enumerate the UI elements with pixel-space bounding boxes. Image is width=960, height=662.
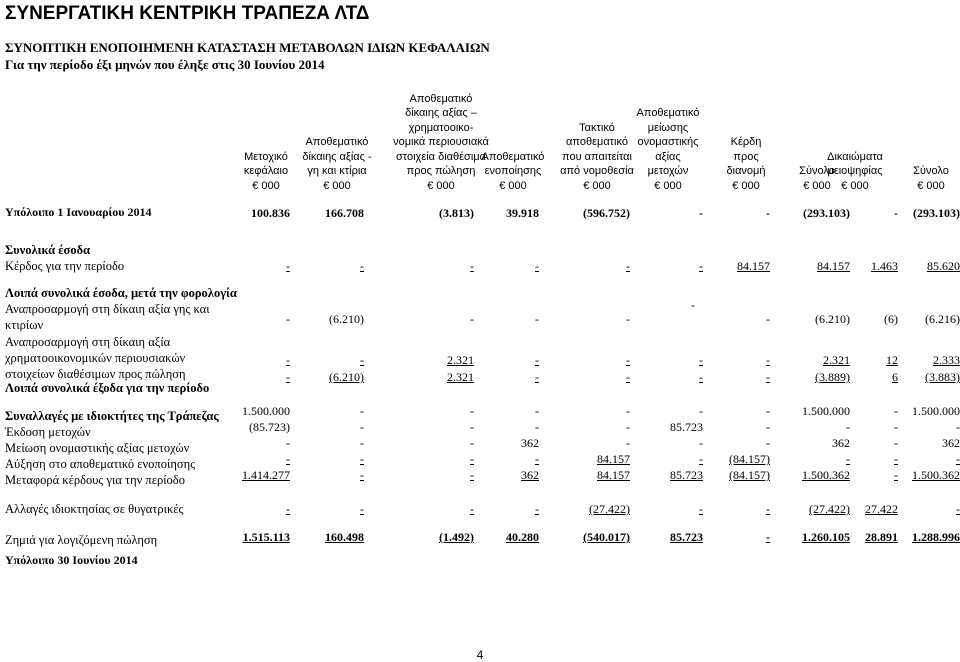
cell-closing-col3: (1.492) <box>439 530 474 544</box>
cell-oci-total-col6: - <box>699 370 703 384</box>
cell-owners-total-col1: 1.414.277 <box>242 468 290 482</box>
cell-reval-land-col3: - <box>470 312 474 326</box>
cell-closing-col2: 160.498 <box>325 530 364 544</box>
cell-closing-col5: (540.017) <box>583 530 630 544</box>
column-header-8: Σύνολο € 000 <box>799 165 835 192</box>
cell-profit-col9: 1.463 <box>871 259 898 273</box>
cell-opening-col9: - <box>894 206 898 220</box>
cell-reduction-col5: - <box>626 420 630 434</box>
column-header-6: Αποθεματικό μείωσης ονομαστικής αξίας μετοχών € 000 <box>636 107 700 192</box>
cell-dividend-col8: (27.422) <box>809 502 850 516</box>
cell-issue-col6: - <box>699 404 703 418</box>
label-opening-balance: Υπόλοιπο 1 Ιανουαρίου 2014 <box>5 205 152 219</box>
label-comprehensive-income: Συνολικά έσοδα <box>5 243 91 257</box>
cell-dividend-col10: - <box>956 502 960 516</box>
cell-issue-col9: - <box>894 404 898 418</box>
cell-issue-col4: - <box>535 404 539 418</box>
label-dividend: Ζημιά για λογιζόμενη πώληση <box>5 533 158 547</box>
cell-increase-col6: - <box>699 436 703 450</box>
cell-increase-col1: - <box>286 436 290 450</box>
cell-opening-col3: (3.813) <box>439 206 474 220</box>
cell-reduction-col1: (85.723) <box>249 420 290 434</box>
cell-oci-total-col5: - <box>626 370 630 384</box>
cell-reduction-col7: - <box>766 420 770 434</box>
cell-profit-col1: - <box>286 259 290 273</box>
label-increase: Αύξηση στο αποθεματικό ενοποίησης <box>5 457 196 471</box>
cell-issue-col2: - <box>360 404 364 418</box>
cell-profit-col2: - <box>360 259 364 273</box>
cell-reduction-col2: - <box>360 420 364 434</box>
cell-reval-land-col8: (6.210) <box>815 312 850 326</box>
label-oci: Λοιπά συνολικά έσοδα, μετά την φορολογία <box>5 286 237 300</box>
cell-opening-col7: - <box>766 206 770 220</box>
cell-oci-total-col8: (3.889) <box>815 370 850 384</box>
cell-reval-fa-col3: 2.321 <box>447 353 474 367</box>
cell-opening-col10: (293.103) <box>913 206 960 220</box>
report-subtitle: ΣΥΝΟΠΤΙΚΗ ΕΝΟΠΟΙΗΜΕΝΗ ΚΑΤΑΣΤΑΣΗ ΜΕΤΑΒΟΛΩΝ ΙΔΙΩΝ ΚΕΦΑΛΑΙΩΝ <box>5 40 490 55</box>
label-oci-total: Λοιπά συνολικά έξοδα για την περίοδο <box>5 381 210 395</box>
cell-reval-land-col5: - <box>626 312 630 326</box>
cell-owners-total-col7: (84.157) <box>729 468 770 482</box>
cell-closing-col6: 85.723 <box>670 530 703 544</box>
reval-land-dash: - <box>691 298 695 312</box>
cell-oci-total-col1: - <box>286 370 290 384</box>
label-reval-fa-3: στοιχείων διαθέσιμων προς πώληση <box>5 367 186 381</box>
cell-issue-col1: 1.500.000 <box>242 404 290 418</box>
cell-dividend-col5: (27.422) <box>589 502 630 516</box>
cell-owners-total-col2: - <box>360 468 364 482</box>
cell-reval-land-col7: - <box>766 312 770 326</box>
cell-opening-col2: 166.708 <box>325 206 364 220</box>
column-header-3: Αποθεματικό δίκαιης αξίας – χρηματοοικο- νομικά περιουσιακά στοιχεία διαθέσιμα προς πώληση € 000 <box>393 92 489 192</box>
cell-reduction-col6: 85.723 <box>670 420 703 434</box>
cell-profit-col4: - <box>535 259 539 273</box>
cell-profit-col3: - <box>470 259 474 273</box>
cell-dividend-col1: - <box>286 502 290 516</box>
label-reduction: Μείωση ονομαστικής αξίας μετοχών <box>5 441 190 455</box>
cell-reval-fa-col2: - <box>360 353 364 367</box>
column-header-4: Αποθεματικό ενοποίησης € 000 <box>481 150 545 192</box>
column-header-1: Μετοχικό κεφάλαιο € 000 <box>243 150 289 192</box>
cell-reval-fa-col6: - <box>699 353 703 367</box>
cell-owners-total-col5: 84.157 <box>597 468 630 482</box>
cell-reduction-col9: - <box>894 420 898 434</box>
cell-increase-col9: - <box>894 436 898 450</box>
cell-owners-total-col10: 1.500.362 <box>912 468 960 482</box>
cell-increase-col3: - <box>470 436 474 450</box>
column-header-2: Αποθεματικό δίκαιης αξίας - γη και κτίρια € 000 <box>302 136 372 192</box>
cell-oci-total-col7: - <box>766 370 770 384</box>
cell-issue-col5: - <box>626 404 630 418</box>
label-changes: Αλλαγές ιδιοκτησίας σε θυγατρικές <box>5 502 184 516</box>
cell-profit-col7: 84.157 <box>737 259 770 273</box>
report-period: Για την περίοδο έξι μηνών που έληξε στις 30 Ιουνίου 2014 <box>5 57 325 72</box>
column-header-9: Δικαιώματα μειοψηφίας € 000 <box>827 150 883 192</box>
label-reval-fa-1: Αναπροσαρμογή στη δίκαιη αξία <box>5 335 171 349</box>
cell-reval-fa-col5: - <box>626 353 630 367</box>
cell-owners-total-col9: - <box>894 468 898 482</box>
cell-transfer-col7: (84.157) <box>729 452 770 466</box>
cell-opening-col4: 39.918 <box>506 206 539 220</box>
cell-dividend-col2: - <box>360 502 364 516</box>
cell-reval-land-col10: (6.216) <box>925 312 960 326</box>
column-header-10: Σύνολο € 000 <box>913 165 949 192</box>
cell-closing-col7: - <box>766 530 770 544</box>
cell-profit-col5: - <box>626 259 630 273</box>
cell-issue-col10: 1.500.000 <box>912 404 960 418</box>
cell-reval-fa-col9: 12 <box>886 353 898 367</box>
cell-transfer-col9: - <box>894 452 898 466</box>
cell-dividend-col4: - <box>535 502 539 516</box>
cell-dividend-col6: - <box>699 502 703 516</box>
cell-reduction-col8: - <box>846 420 850 434</box>
cell-owners-total-col3: - <box>470 468 474 482</box>
cell-reval-fa-col10: 2.333 <box>933 353 960 367</box>
label-issue: Έκδοση μετοχών <box>5 425 91 439</box>
cell-oci-total-col2: (6.210) <box>329 370 364 384</box>
cell-transfer-col3: - <box>470 452 474 466</box>
cell-dividend-col9: 27.422 <box>865 502 898 516</box>
cell-opening-col5: (596.752) <box>583 206 630 220</box>
cell-owners-total-col6: 85.723 <box>670 468 703 482</box>
column-header-5: Τακτικό αποθεματικό που απαιτείται από νομοθεσία € 000 <box>560 121 634 192</box>
cell-reduction-col3: - <box>470 420 474 434</box>
cell-reval-fa-col4: - <box>535 353 539 367</box>
cell-oci-total-col9: 6 <box>892 370 898 384</box>
cell-transfer-col5: 84.157 <box>597 452 630 466</box>
cell-dividend-col7: - <box>766 502 770 516</box>
cell-increase-col7: - <box>766 436 770 450</box>
cell-dividend-col3: - <box>470 502 474 516</box>
cell-transfer-col2: - <box>360 452 364 466</box>
cell-reval-land-col1: - <box>286 312 290 326</box>
cell-reduction-col4: - <box>535 420 539 434</box>
cell-issue-col8: 1.500.000 <box>802 404 850 418</box>
cell-reval-fa-col7: - <box>766 353 770 367</box>
cell-opening-col8: (293.103) <box>803 206 850 220</box>
report-title: ΣΥΝΕΡΓΑΤΙΚΗ ΚΕΝΤΡΙΚΗ ΤΡΑΠΕΖΑ ΛΤΔ <box>5 3 370 24</box>
label-reval-land-2: κτιρίων <box>5 318 44 332</box>
cell-reval-land-col2: (6.210) <box>329 312 364 326</box>
label-closing-balance: Υπόλοιπο 30 Ιουνίου 2014 <box>5 553 138 567</box>
cell-closing-col9: 28.891 <box>865 530 898 544</box>
label-reval-land-1: Αναπροσαρμογή στη δίκαιη αξία γης και <box>5 302 210 316</box>
cell-transfer-col6: - <box>699 452 703 466</box>
cell-closing-col4: 40.280 <box>506 530 539 544</box>
cell-closing-col8: 1.260.105 <box>802 530 850 544</box>
cell-reval-land-col4: - <box>535 312 539 326</box>
cell-profit-col6: - <box>699 259 703 273</box>
cell-issue-col3: - <box>470 404 474 418</box>
cell-transfer-col4: - <box>535 452 539 466</box>
cell-issue-col7: - <box>766 404 770 418</box>
cell-closing-col10: 1.288.996 <box>912 530 960 544</box>
cell-reval-fa-col1: - <box>286 353 290 367</box>
cell-owners-total-col4: 362 <box>521 468 539 482</box>
label-profit: Κέρδος για την περίοδο <box>5 259 125 273</box>
cell-reval-fa-col8: 2.321 <box>823 353 850 367</box>
cell-transfer-col1: - <box>286 452 290 466</box>
cell-opening-col1: 100.836 <box>251 206 290 220</box>
page-number: 4 <box>476 648 484 662</box>
label-transfer: Μεταφορά κέρδους για την περίοδο <box>5 473 185 487</box>
label-owners: Συναλλαγές με ιδιοκτήτες της Τράπεζας <box>5 409 219 423</box>
cell-increase-col5: - <box>626 436 630 450</box>
cell-oci-total-col3: 2.321 <box>447 370 474 384</box>
cell-profit-col10: 85.620 <box>927 259 960 273</box>
cell-oci-total-col4: - <box>535 370 539 384</box>
cell-reval-land-col9: (6) <box>884 312 898 326</box>
cell-transfer-col10: - <box>956 452 960 466</box>
label-reval-fa-2: χρηματοοικονομικών περιουσιακών <box>5 351 186 365</box>
column-header-7: Κέρδη προς διανομή € 000 <box>726 136 766 192</box>
cell-increase-col2: - <box>360 436 364 450</box>
cell-profit-col8: 84.157 <box>817 259 850 273</box>
cell-increase-col4: 362 <box>521 436 539 450</box>
cell-increase-col8: 362 <box>832 436 850 450</box>
cell-transfer-col8: - <box>846 452 850 466</box>
cell-reduction-col10: - <box>956 420 960 434</box>
cell-oci-total-col10: (3.883) <box>925 370 960 384</box>
cell-owners-total-col8: 1.500.362 <box>802 468 850 482</box>
cell-opening-col6: - <box>699 206 703 220</box>
cell-increase-col10: 362 <box>942 436 960 450</box>
cell-closing-col1: 1.515.113 <box>242 530 290 544</box>
